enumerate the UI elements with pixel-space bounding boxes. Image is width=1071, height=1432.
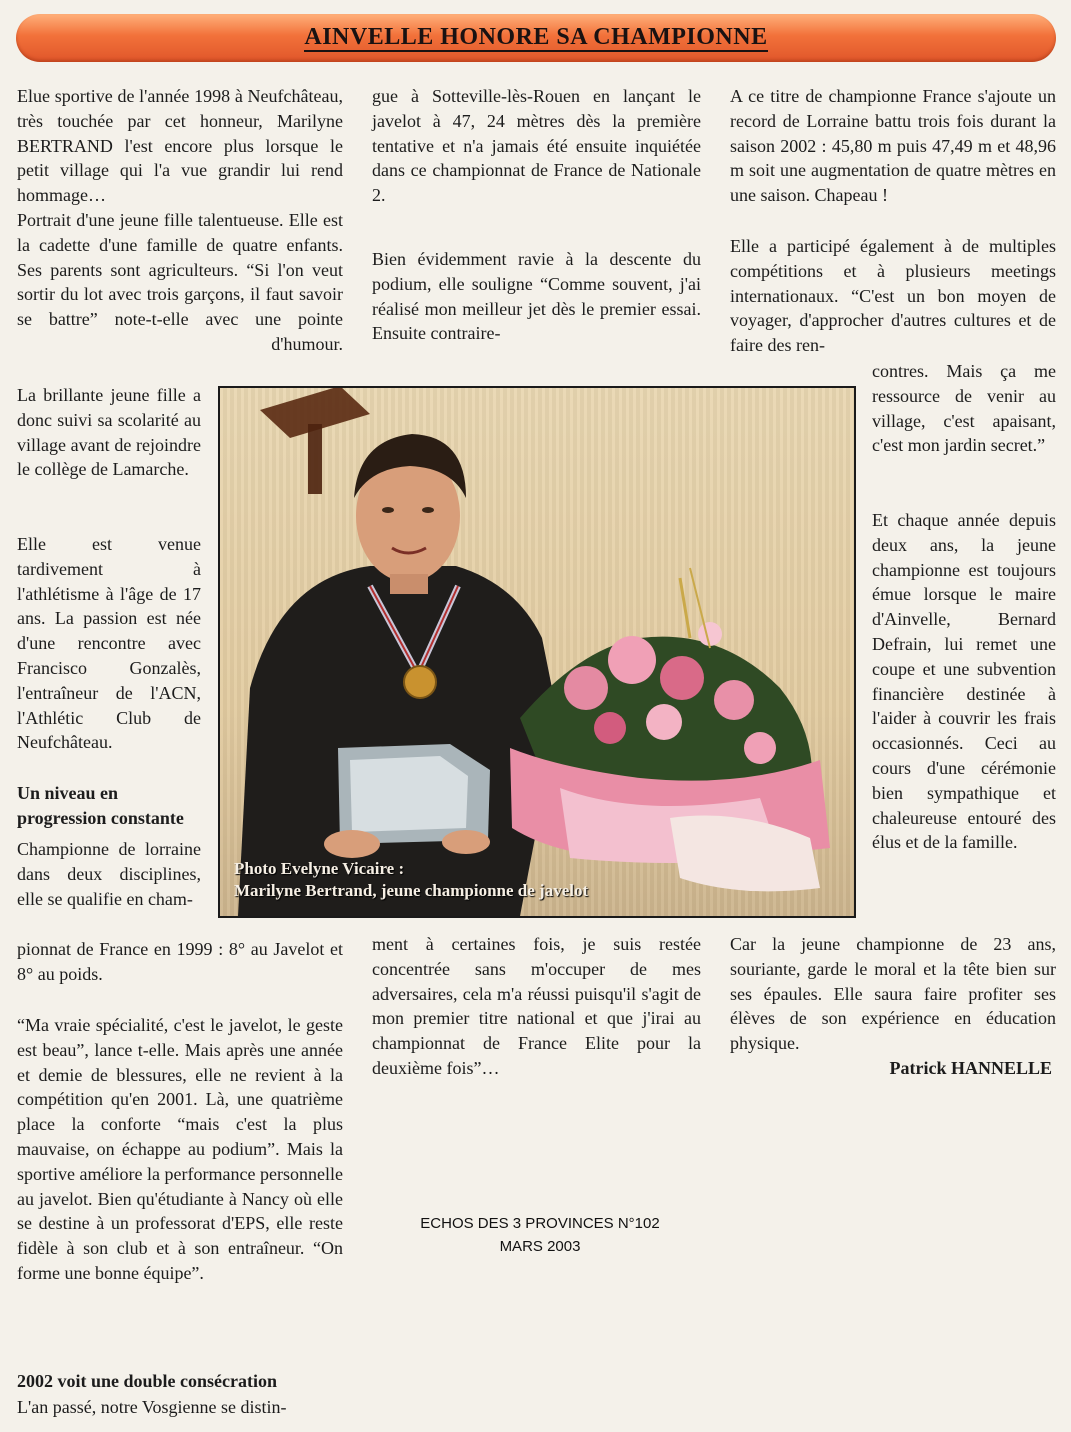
author-signature: Patrick HANNELLE [889,1058,1052,1078]
col1-paragraph-intro: Elue sportive de l'année 1998 à Neufchâteau, très touchée par cet honneur, Marilyne BERTRAND l'est encore plus lorsque le petit village qui l'a vue grandir lui rend hommage… [17,86,343,206]
col3-paragraph-conclusion: Car la jeune championne de 23 ans, souriante, garde le moral et la tête bien sur ses épaules. Elle saura faire profiter ses élèves de son expérience en éducation physique. [730,934,1056,1054]
col1-paragraph-schooling: La brillante jeune fille a donc suivi sa scolarité au village avant de rejoindre le collège de Lamarche. [17,385,201,480]
photo-caption-description: Marilyne Bertrand, jeune championne de javelot [234,881,589,900]
article-title: AINVELLE HONORE SA CHAMPIONNE [304,23,768,50]
col2-paragraph-concentration: ment à certaines fois, je suis restée concentrée sans m'occuper de mes adversaires, cela m'a réussi puisqu'il s'agit de mon premier titre national et que j'irai au championnat de France Elite pour la deuxième fois”… [372,934,701,1078]
col1-paragraph-distinction: L'an passé, notre Vosgienne se distin- [17,1397,287,1417]
col3-paragraph-jardin: contres. Mais ça me ressource de venir au village, c'est apaisant, c'est mon jardin secret.” [872,361,1056,456]
col1-paragraph-athletics: Elle est venue tardivement à l'athlétisme à l'âge de 17 ans. La passion est née d'une rencontre avec Francisco Gonzalès, l'entraîneur de l'ACN, l'Athlétic Club de Neufchâteau. [17,534,201,753]
publication-name: ECHOS DES 3 PROVINCES N°102 [420,1215,660,1232]
col1-paragraph-championnat: pionnat de France en 1999 : 8° au Javelot et 8° au poids. [17,939,343,984]
col1-paragraph-specialite: “Ma vraie spécialité, c'est le javelot, le geste est beau”, lance t-elle. Mais après une année et demie de blessures, elle ne revient à la compétition qu'en 2001. Là, une quatrième place la conforte “mais c'est la plus mauvaise, on échappe au podium”. Mais la sportive améliore la performance personnelle au javelot. Bien qu'étudiante à Nancy où elle se destine à un professorat d'EPS, elle reste fidèle à son club et à son entraîneur. “On forme une bonne équipe”. [17,1015,343,1283]
photo-illustration [220,388,854,916]
col1-subheading-progression: Un niveau en progression constante [17,783,184,828]
photo-caption-credit: Photo Evelyne Vicaire : [234,859,405,878]
col1-paragraph-championne: Championne de lorraine dans deux disciplines, elle se qualifie en cham- [17,839,201,909]
col1-subheading-consecration: 2002 voit une double consécration [17,1371,278,1391]
publication-date: MARS 2003 [499,1238,581,1255]
photo-caption [234,858,588,902]
article-photo [218,386,856,918]
col3-paragraph-ceremonie: Et chaque année depuis deux ans, la jeune championne est toujours émue lorsque le maire d'Ainvelle, Bernard Defrain, lui remet une coupe et une subvention financière destinée à l'aider à couvrir les frais occasionnés. Ceci au cours d'une cérémonie bien sympathique et chaleureuse entouré des élus et de la famille. [872,510,1056,853]
article-title-banner [16,14,1056,62]
col3-paragraph-competitions: Elle a participé également à de multiples compétitions et à plusieurs meetings internationaux. “C'est un bon moyen de voyager, d'approcher d'autres cultures et de faire des ren- [730,236,1056,356]
publication-source [370,1212,710,1258]
col1-paragraph-portrait: Portrait d'une jeune fille talentueuse. Elle est la cadette d'une famille de quatre enfants. Ses parents sont agriculteurs. “Si l'on veut sortir du lot avec trois garçons, il faut savoir se battre” note-t-elle avec une pointe d'humour. [17,210,343,354]
col2-paragraph-sotteville: gue à Sotteville-lès-Rouen en lançant le javelot à 47, 24 mètres dès la première tentative et n'a jamais été ensuite inquiétée dans ce championnat de France de Nationale 2. [372,86,701,206]
col3-paragraph-record: A ce titre de championne France s'ajoute un record de Lorraine battu trois fois durant la saison 2002 : 45,80 m puis 47,49 m et 48,96 m soit une augmentation de quatre mètres en une saison. Chapeau ! [730,86,1056,206]
col2-paragraph-podium: Bien évidemment ravie à la descente du podium, elle souligne “Comme souvent, j'ai réalisé mon meilleur jet dès le premier essai. Ensuite contraire- [372,249,701,344]
